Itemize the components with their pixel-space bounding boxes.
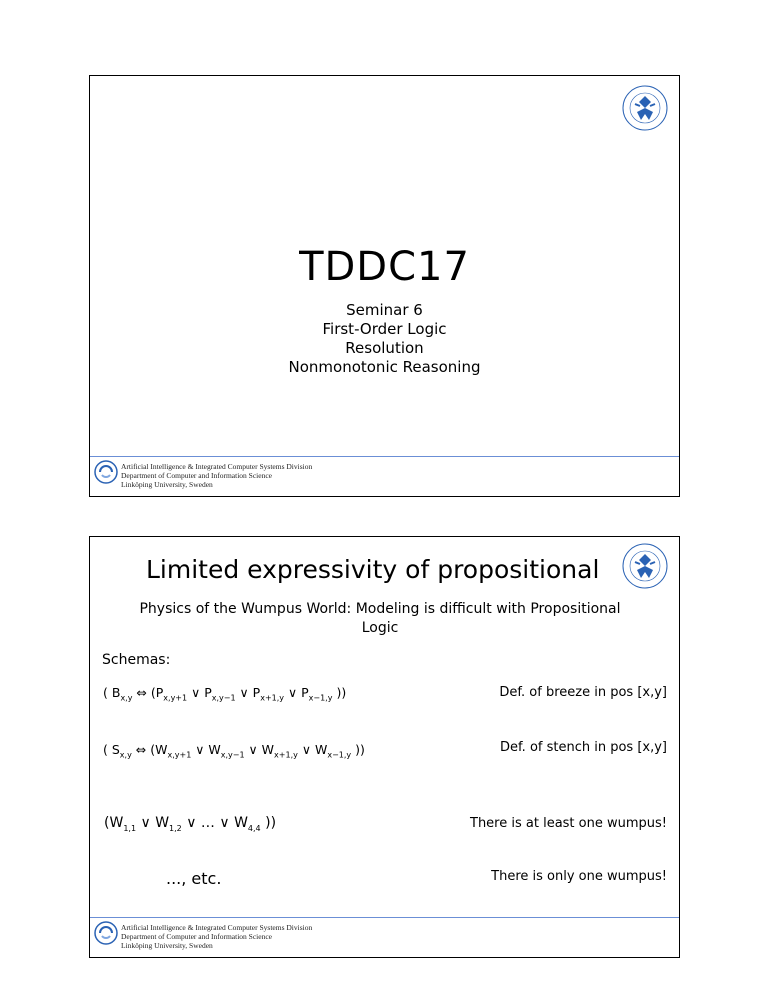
slide-title: Limited expressivity of propositional	[146, 555, 600, 584]
breeze-description: Def. of breeze in pos [x,y]	[499, 685, 667, 700]
liu-seal-icon	[621, 84, 669, 132]
liu-logo-icon	[94, 921, 118, 945]
subtitle-line: Nonmonotonic Reasoning	[288, 358, 481, 376]
subtitle-line: Resolution	[345, 339, 424, 357]
slide-footer	[90, 918, 679, 958]
footer-line: Linköping University, Sweden	[121, 941, 213, 950]
slide-subtitle: Physics of the Wumpus World: Modeling is difficult with Propositional Logic	[139, 601, 621, 636]
breeze-formula: ( $B_{x,y}$ ⇔ ($P_{x,y+1}$ ∨ $P_{x,y-1}$ ∨ $P_{x+1,y}$ ∨ $P_{x-1,y}$ ))	[103, 685, 347, 703]
slide-footer	[90, 457, 679, 497]
liu-seal-icon	[621, 542, 669, 590]
wumpus-exists-description: There is at least one wumpus!	[470, 816, 667, 831]
footer-line: Artificial Intelligence & Integrated Computer Systems Division	[121, 923, 313, 932]
stench-formula: ( $S_{x,y}$ ⇔ ($W_{x,y+1}$ ∨ $W_{x,y-1}$ ∨ $W_{x+1,y}$ ∨ $W_{x-1,y}$ ))	[103, 742, 365, 760]
schemas-label: Schemas:	[102, 652, 171, 668]
footer-line: Artificial Intelligence & Integrated Computer Systems Division	[121, 462, 313, 471]
liu-logo-icon	[94, 460, 118, 484]
title-slide	[89, 75, 680, 497]
footer-line: Linköping University, Sweden	[121, 480, 213, 489]
content-slide	[89, 536, 680, 958]
subtitle-line: Seminar 6	[346, 301, 423, 319]
etc-formula: ..., etc.	[166, 869, 222, 888]
wumpus-formula: ($W_{1,1}$ ∨ $W_{1,2}$ ∨ … ∨ $W_{4,4}$ ))	[104, 815, 277, 833]
subtitle-line: First-Order Logic	[322, 320, 447, 338]
footer-line: Department of Computer and Information Science	[121, 932, 272, 941]
footer-line: Department of Computer and Information Science	[121, 471, 272, 480]
slide-title: TDDC17	[299, 244, 470, 290]
wumpus-unique-description: There is only one wumpus!	[491, 869, 667, 884]
stench-description: Def. of stench in pos [x,y]	[500, 740, 667, 755]
slide-subtitle	[90, 301, 679, 377]
